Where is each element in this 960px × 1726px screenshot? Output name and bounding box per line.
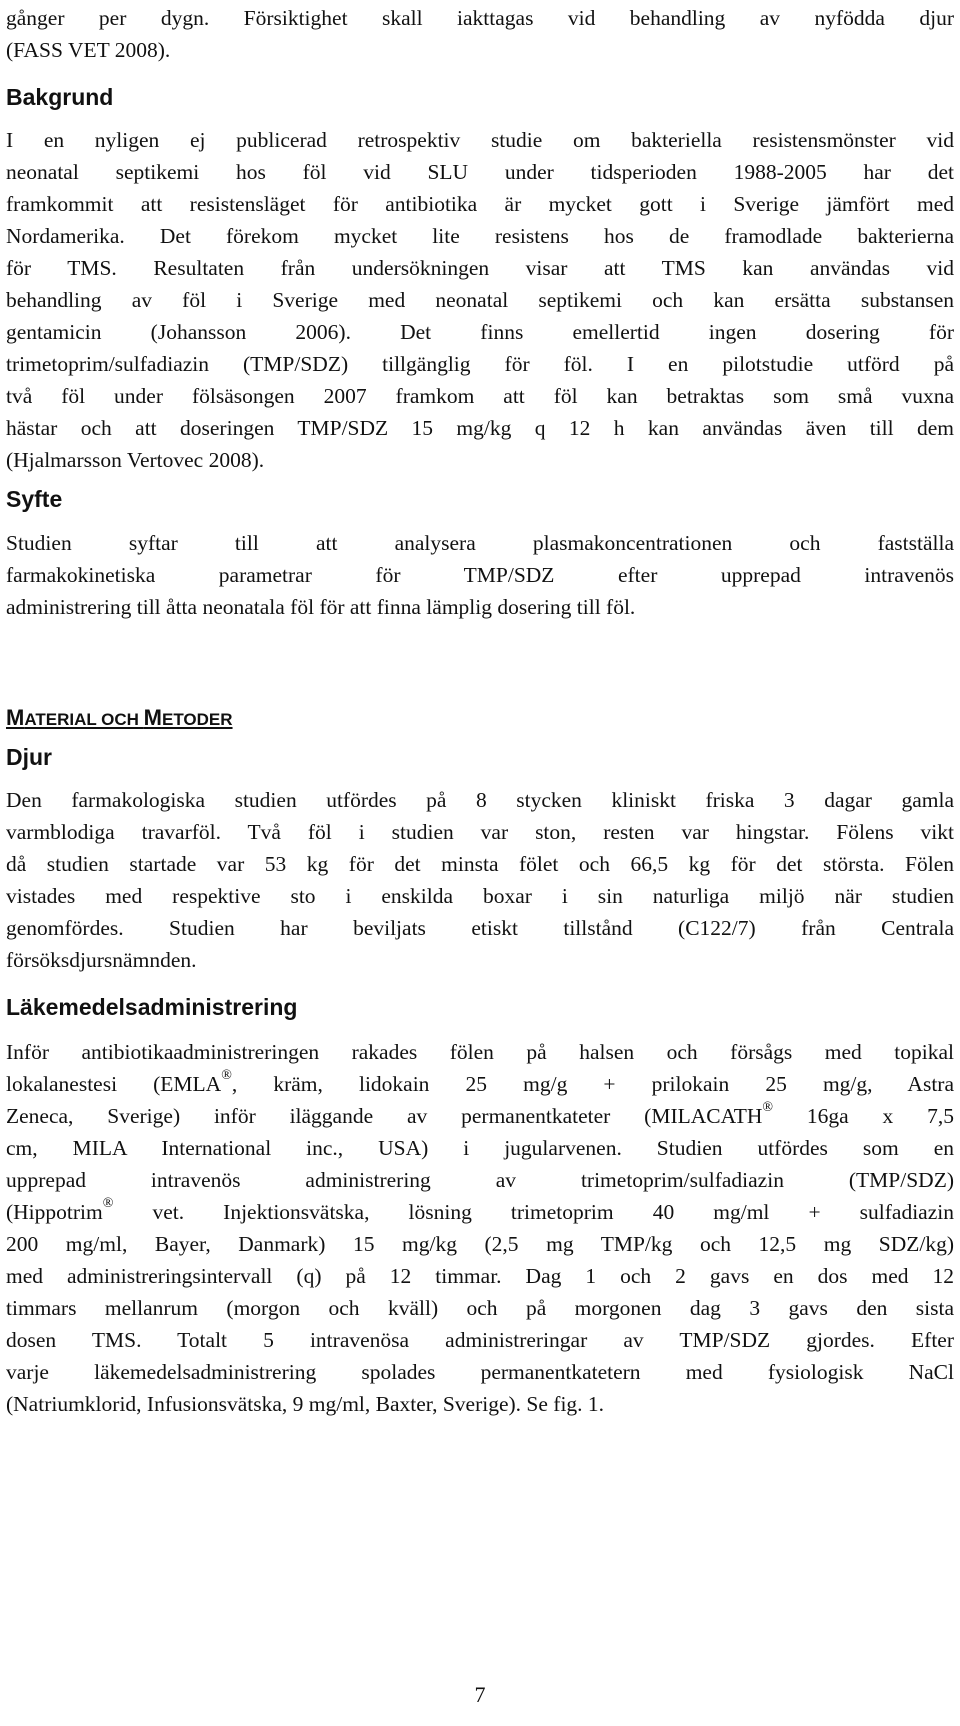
registered-mark: ® xyxy=(221,1068,232,1083)
text-line: varje läkemedelsadministrering spolades permanentkatetern med fysiologisk NaCl xyxy=(6,1360,954,1384)
text-line: med administreringsintervall (q) på 12 timmar. Dag 1 och 2 gavs en dos med 12 xyxy=(6,1264,954,1288)
text-line: 200 mg/ml, Bayer, Danmark) 15 mg/kg (2,5 mg TMP/kg och 12,5 mg SDZ/kg) xyxy=(6,1232,954,1256)
text-line: behandling av föl i Sverige med neonatal septikemi och kan ersätta substansen xyxy=(6,288,954,312)
text-fragment: 16ga x 7,5 xyxy=(773,1104,954,1128)
text-line: farmakokinetiska parametrar för TMP/SDZ efter upprepad intravenös xyxy=(6,563,954,587)
heading-lakemedelsadministrering: Läkemedelsadministrering xyxy=(6,994,298,1020)
heading-bakgrund: Bakgrund xyxy=(6,84,114,110)
text-line: (FASS VET 2008). xyxy=(6,38,171,62)
text-line: Inför antibiotikaadministreringen rakades fölen på halsen och försågs med topikal xyxy=(6,1040,954,1064)
text-line: två föl under fölsäsongen 2007 framkom att föl kan betraktas som små vuxna xyxy=(6,384,954,408)
heading-material-och-metoder xyxy=(6,702,233,735)
text-line: administrering till åtta neonatala föl för att finna lämplig dosering till föl. xyxy=(6,595,636,619)
text-line: Studien syftar till att analysera plasmakoncentrationen och fastställa xyxy=(6,531,954,555)
text-line: varmblodiga travarföl. Två föl i studien var ston, resten var hingstar. Fölens vikt xyxy=(6,820,954,844)
text-line: trimetoprim/sulfadiazin (TMP/SDZ) tillgänglig för föl. I en pilotstudie utförd på xyxy=(6,352,954,376)
text-line: I en nyligen ej publicerad retrospektiv studie om bakteriella resistensmönster vid xyxy=(6,128,954,152)
heading-part: ATERIAL OCH xyxy=(24,710,144,729)
text-line: Den farmakologiska studien utfördes på 8 stycken kliniskt friska 3 dagar gamla xyxy=(6,788,954,812)
text-fragment: (Hippotrim xyxy=(6,1200,103,1224)
text-line: upprepad intravenös administrering av trimetoprim/sulfadiazin (TMP/SDZ) xyxy=(6,1168,954,1192)
text-line: genomfördes. Studien har beviljats etiskt tillstånd (C122/7) från Centrala xyxy=(6,916,954,940)
text-line: då studien startade var 53 kg för det minsta fölet och 66,5 kg för det största. Fölen xyxy=(6,852,954,876)
text-line xyxy=(6,1196,954,1228)
text-line: (Natriumklorid, Infusionsvätska, 9 mg/ml, Baxter, Sverige). Se fig. 1. xyxy=(6,1392,605,1416)
text-line: (Hjalmarsson Vertovec 2008). xyxy=(6,448,265,472)
text-line: hästar och att doseringen TMP/SDZ 15 mg/kg q 12 h kan användas även till dem xyxy=(6,416,954,440)
registered-mark: ® xyxy=(102,1196,114,1211)
syfte-paragraph xyxy=(6,527,954,623)
intro-paragraph xyxy=(6,2,954,66)
document-page xyxy=(6,0,954,1726)
text-line: dosen TMS. Totalt 5 intravenösa administreringar av TMP/SDZ gjordes. Efter xyxy=(6,1328,954,1352)
text-line: för TMS. Resultaten från undersökningen visar att TMS kan användas vid xyxy=(6,256,954,280)
text-line: gånger per dygn. Försiktighet skall iakttagas vid behandling av nyfödda djur xyxy=(6,6,954,30)
text-line xyxy=(6,1068,954,1100)
text-line xyxy=(6,1100,954,1132)
text-line: Nordamerika. Det förekom mycket lite resistens hos de framodlade bakterierna xyxy=(6,224,954,248)
text-line: framkommit att resistensläget för antibiotika är mycket gott i Sverige jämfört med xyxy=(6,192,954,216)
heading-part: M xyxy=(6,705,25,730)
text-fragment: vet. Injektionsvätska, lösning trimetoprim 40 mg/ml + sulfadiazin xyxy=(113,1200,954,1224)
heading-part: M xyxy=(143,705,162,730)
text-fragment: , kräm, lidokain 25 mg/g + prilokain 25 mg/g, Astra xyxy=(231,1072,954,1096)
text-fragment: Zeneca, Sverige) inför iläggande av permanentkateter (MILACATH xyxy=(6,1104,763,1128)
text-line: vistades med respektive sto i enskilda boxar i sin naturliga miljö när studien xyxy=(6,884,954,908)
text-line: cm, MILA International inc., USA) i jugularvenen. Studien utfördes som en xyxy=(6,1136,954,1160)
registered-mark: ® xyxy=(762,1100,774,1115)
text-line: timmars mellanrum (morgon och kväll) och på morgonen dag 3 gavs den sista xyxy=(6,1296,954,1320)
heading-part: ETODER xyxy=(161,710,233,729)
text-line: neonatal septikemi hos föl vid SLU under tidsperioden 1988-2005 har det xyxy=(6,160,954,184)
heading-syfte: Syfte xyxy=(6,486,63,512)
lakemedel-paragraph xyxy=(6,1036,954,1420)
text-fragment: lokalanestesi (EMLA xyxy=(6,1072,222,1096)
text-line: gentamicin (Johansson 2006). Det finns emellertid ingen dosering för xyxy=(6,320,954,344)
heading-djur: Djur xyxy=(6,744,52,770)
bakgrund-paragraph xyxy=(6,124,954,476)
djur-paragraph xyxy=(6,784,954,976)
text-line: försöksdjursnämnden. xyxy=(6,948,197,972)
page-number: 7 xyxy=(474,1682,486,1707)
